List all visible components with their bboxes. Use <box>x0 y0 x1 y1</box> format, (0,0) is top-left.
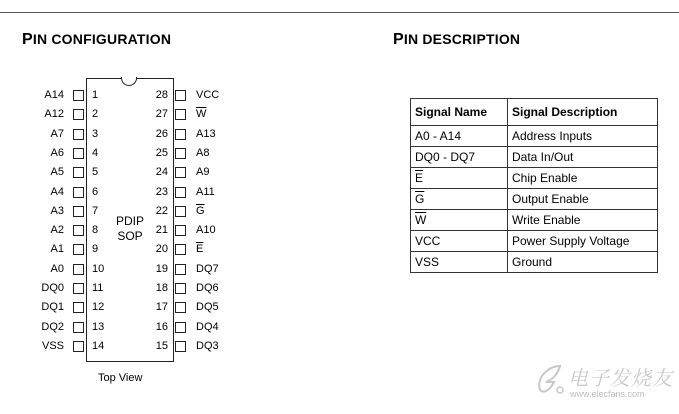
left-pin-box <box>73 109 84 120</box>
right-pin-number: 23 <box>155 185 168 198</box>
signal-description-cell: Write Enable <box>508 210 658 231</box>
right-pin-number: 21 <box>155 224 168 237</box>
pin-configuration-heading: PIN CONFIGURATION <box>22 31 172 48</box>
right-pin-box <box>175 129 186 140</box>
left-pin-name: A2 <box>50 224 64 237</box>
signal-name-cell: A0 - A14 <box>411 126 508 147</box>
right-pin-number: 19 <box>155 262 168 275</box>
left-pin-number: 8 <box>92 224 99 237</box>
left-pin-number: 2 <box>92 108 99 121</box>
left-pin-name: DQ2 <box>41 320 64 333</box>
right-pin-name: DQ6 <box>196 282 219 294</box>
left-pin-box <box>73 187 84 198</box>
right-pin-name: $\overline{G}$ <box>196 204 205 217</box>
left-pin-name: A14 <box>44 89 64 101</box>
left-pin-number: 10 <box>92 262 105 275</box>
signal-name-cell: $\overline{G}$ <box>411 189 508 210</box>
left-pin-number: 7 <box>92 204 99 217</box>
right-pin-box <box>175 283 186 294</box>
right-pin-name: A13 <box>196 127 216 140</box>
right-pin-number: 22 <box>155 204 168 217</box>
right-pin-box <box>175 187 186 198</box>
right-pin-number: 18 <box>155 282 168 294</box>
right-pin-box <box>175 244 186 255</box>
left-pin-number: 6 <box>92 185 99 198</box>
left-pin-box <box>73 148 84 159</box>
right-pin-box <box>175 225 186 236</box>
right-pin-number: 26 <box>155 127 168 140</box>
left-pin-name: A7 <box>50 127 64 140</box>
right-pin-name: $\overline{E}$ <box>196 243 204 256</box>
right-pin-box <box>175 206 186 217</box>
right-pin-number: 24 <box>155 166 168 179</box>
header-signal-description: Signal Description <box>508 99 658 126</box>
signal-name-cell: $\overline{E}$ <box>411 168 508 189</box>
table-row <box>411 210 658 231</box>
left-pin-number: 1 <box>92 89 99 101</box>
right-pin-number: 20 <box>155 243 168 256</box>
right-pin-box <box>175 148 186 159</box>
table-row <box>411 231 658 252</box>
left-pin-name: A3 <box>50 204 64 217</box>
pin-description-heading: PIN DESCRIPTION <box>393 31 521 48</box>
right-pin-box <box>175 109 186 120</box>
top-view-caption: Top View <box>98 372 143 384</box>
header-signal-name: Signal Name <box>411 99 508 126</box>
table-row <box>411 168 658 189</box>
left-pin-name: A6 <box>50 146 64 159</box>
left-pin-number: 12 <box>92 301 105 314</box>
right-pin-box <box>175 167 186 178</box>
left-pin-box <box>73 322 84 333</box>
signal-description-cell: Address Inputs <box>508 126 658 147</box>
right-pin-name: DQ4 <box>196 320 219 333</box>
left-pin-box <box>73 225 84 236</box>
left-pin-number: 3 <box>92 127 99 140</box>
watermark-text: 电子发烧友 <box>568 366 673 390</box>
right-pin-name: DQ3 <box>196 339 219 352</box>
left-pin-number: 9 <box>92 243 99 256</box>
right-pin-name: VCC <box>196 89 220 101</box>
signal-description-cell: Ground <box>508 252 658 273</box>
right-pin-box <box>175 302 186 313</box>
left-pin-name: A1 <box>50 243 64 256</box>
right-pin-box <box>175 322 186 333</box>
package-type-sop: SOP <box>117 229 143 243</box>
left-pin-box <box>73 341 84 352</box>
right-pin-name: DQ5 <box>196 301 219 314</box>
signal-name-cell: $\overline{W}$ <box>411 210 508 231</box>
left-pin-number: 13 <box>92 320 105 333</box>
right-pin-name: A10 <box>196 224 216 237</box>
left-pin-box <box>73 129 84 140</box>
right-pin-number: 25 <box>155 146 168 159</box>
left-pin-box <box>73 167 84 178</box>
left-pin-number: 4 <box>92 146 99 159</box>
right-pin-name: A9 <box>196 166 210 179</box>
left-pin-box <box>73 302 84 313</box>
signal-description-cell: Data In/Out <box>508 147 658 168</box>
table-row <box>411 189 658 210</box>
right-pin-number: 27 <box>155 108 168 121</box>
table-row <box>411 252 658 273</box>
left-pin-box <box>73 244 84 255</box>
left-pin-number: 14 <box>92 339 105 352</box>
signal-name-cell: VCC <box>411 231 508 252</box>
right-pin-number: 16 <box>155 320 168 333</box>
left-pin-box <box>73 264 84 275</box>
left-pin-number: 11 <box>92 282 104 294</box>
watermark <box>534 358 674 404</box>
left-pin-name: A0 <box>50 262 64 275</box>
left-pin-name: DQ0 <box>41 282 64 294</box>
right-pin-name: A11 <box>196 185 215 198</box>
signal-name-cell: DQ0 - DQ7 <box>411 147 508 168</box>
right-pin-name: $\overline{W}$ <box>196 108 207 121</box>
table-row <box>411 147 658 168</box>
left-pin-name: A4 <box>50 185 64 198</box>
right-pin-number: 17 <box>155 301 168 314</box>
watermark-logo-icon <box>534 360 568 400</box>
signal-description-cell: Power Supply Voltage <box>508 231 658 252</box>
right-pin-number: 28 <box>155 89 168 101</box>
right-pin-box <box>175 341 186 352</box>
watermark-url: www.elecfans.com <box>570 389 645 399</box>
table-row <box>411 126 658 147</box>
left-pin-box <box>73 283 84 294</box>
table-header-row <box>411 99 658 126</box>
left-pin-box <box>73 90 84 101</box>
left-pin-box <box>73 206 84 217</box>
signal-name-cell: VSS <box>411 252 508 273</box>
top-rule <box>0 12 679 13</box>
signal-table <box>410 98 658 273</box>
left-pin-name: VSS <box>41 339 64 352</box>
left-pin-name: A5 <box>50 166 64 179</box>
signal-description-cell: Output Enable <box>508 189 658 210</box>
right-pin-name: A8 <box>196 146 210 159</box>
left-pin-name: DQ1 <box>41 301 64 314</box>
right-pin-box <box>175 90 186 101</box>
right-pin-name: DQ7 <box>196 262 219 275</box>
left-pin-number: 5 <box>92 166 99 179</box>
right-pin-number: 15 <box>155 339 168 352</box>
package-type-pdip: PDIP <box>115 214 144 228</box>
left-pin-name: A12 <box>44 108 64 121</box>
right-pin-box <box>175 264 186 275</box>
signal-description-cell: Chip Enable <box>508 168 658 189</box>
